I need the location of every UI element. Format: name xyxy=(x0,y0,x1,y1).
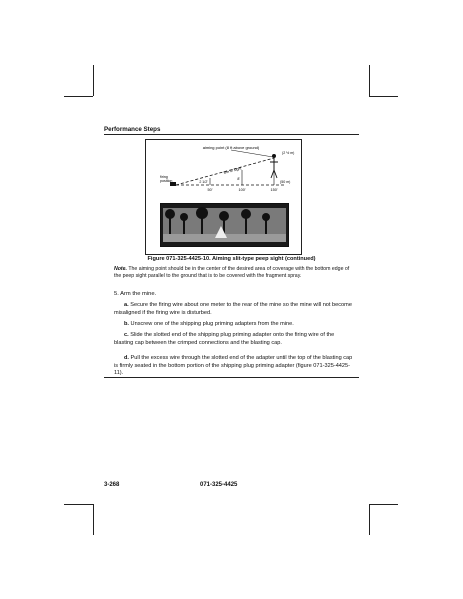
note-label: Note. xyxy=(114,266,127,272)
crop-mark xyxy=(369,504,370,535)
distance-50-label: 50' xyxy=(207,188,213,192)
paragraph-c xyxy=(114,332,354,347)
paragraph-letter: b. xyxy=(124,321,129,327)
height-label-2-5ft: 2 1/2' xyxy=(199,180,208,184)
field-photo xyxy=(160,203,289,247)
paragraph-d xyxy=(114,355,354,378)
paragraph-a xyxy=(114,302,354,317)
paragraph-letter: d. xyxy=(124,355,129,361)
crop-mark xyxy=(93,65,94,96)
line-of-sight-label: line of sight xyxy=(223,166,242,175)
distance-150-label: 150' xyxy=(270,188,278,192)
paragraph-text: Unscrew one of the shipping plug priming adapters from the mine. xyxy=(130,321,294,327)
task-number: 071-325-4425 xyxy=(200,482,238,488)
content-end-rule xyxy=(104,377,359,378)
crop-mark xyxy=(369,65,370,96)
right-bottom-label: (50 m) xyxy=(280,180,291,184)
figure xyxy=(145,139,302,255)
page-header: Performance Steps xyxy=(104,126,161,133)
crop-mark xyxy=(93,504,94,535)
paragraph-text: Slide the slotted end of the shipping plug priming adapter onto the firing wire of the blasting cap between the crimped connections and the blasting cap. xyxy=(114,332,335,346)
note-text: The aiming point should be in the center of the desired area of coverage with the bottom edge of the peep sight parallel to the ground that is to be covered with the fragment spray. xyxy=(114,266,350,279)
step-heading: 5. Arm the mine. xyxy=(114,291,157,297)
paragraph-text: Pull the excess wire through the slotted end of the adapter until the top of the blasting cap is firmly seated in the bottom portion of the shipping plug priming adapter (figure 071-325-4425-11). xyxy=(114,355,353,377)
header-rule xyxy=(104,134,359,135)
crop-mark xyxy=(64,96,93,97)
firing-position-label: firing position xyxy=(160,175,173,183)
note xyxy=(114,266,354,280)
paragraph-b xyxy=(114,321,354,329)
crop-mark xyxy=(64,504,93,505)
crop-mark xyxy=(369,96,398,97)
paragraph-letter: a. xyxy=(124,302,129,308)
right-top-label: (2 ½ m) xyxy=(282,151,295,155)
height-label-8ft: 8' xyxy=(237,177,240,181)
aiming-point-label: aiming point (8 ft above ground) xyxy=(202,145,260,150)
page-number: 3-268 xyxy=(104,482,120,488)
figure-caption: Figure 071-325-4425-10. Aiming slit-type peep sight (continued) xyxy=(147,256,316,262)
crop-mark xyxy=(369,504,398,505)
paragraph-letter: c. xyxy=(124,332,129,338)
trees-image xyxy=(161,204,288,246)
paragraph-text: Secure the firing wire about one meter to the rear of the mine so the mine will not become misaligned if the firing wire is disturbed. xyxy=(114,302,352,316)
distance-100-label: 100' xyxy=(238,188,246,192)
